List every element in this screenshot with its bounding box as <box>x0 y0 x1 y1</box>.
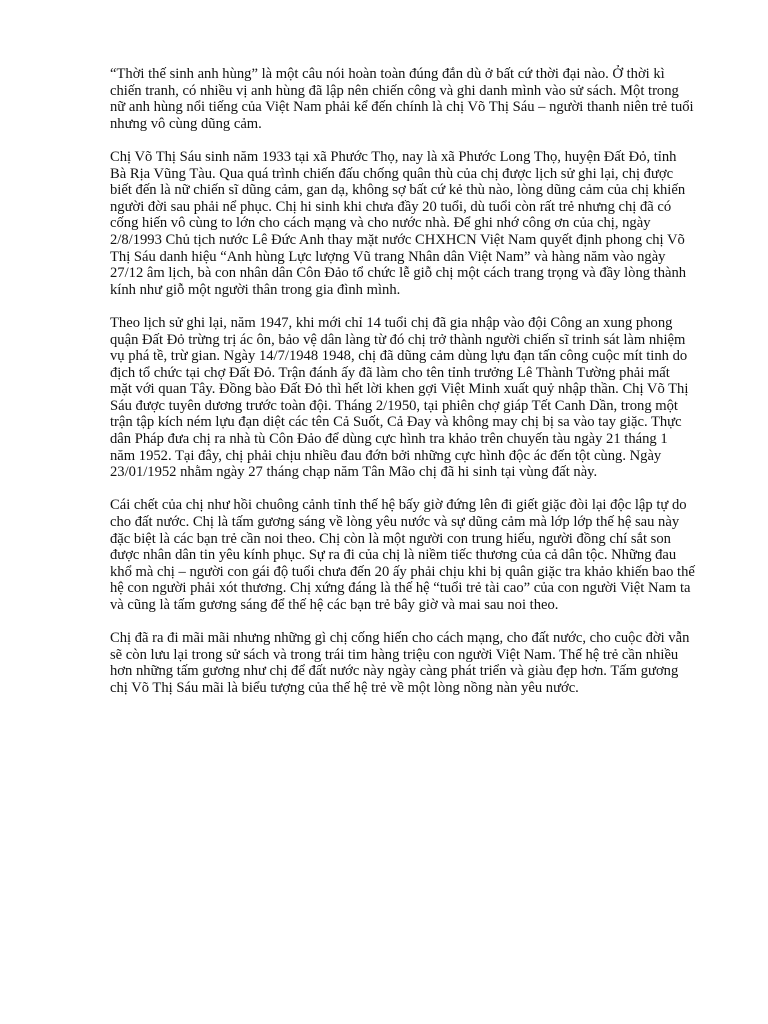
paragraph-5: Chị đã ra đi mãi mãi nhưng những gì chị cống hiến cho cách mạng, cho đất nước, cho cuộc đời vẫn sẽ còn lưu lại trong sử sách và trong trái tim hàng triệu con người Việt Nam. Thế hệ trẻ cần nhiều hơn những tấm gương như chị để đất nước này ngày càng phát triển và giàu đẹp hơn. Tấm gương chị Võ Thị Sáu mãi là biểu tượng của thế hệ trẻ về một lòng nồng nàn yêu nước. <box>110 630 690 696</box>
paragraph-2: Chị Võ Thị Sáu sinh năm 1933 tại xã Phước Thọ, nay là xã Phước Long Thọ, huyện Đất Đỏ, tỉnh Bà Rịa Vũng Tàu. Qua quá trình chiến đấu chống quân thù của chị được lịch sử ghi lại, chị được biết đến là nữ chiến sĩ dũng cảm, gan dạ, không sợ bất cứ kẻ thù nào, lòng dũng cảm của chị khiến người đời sau phải nể phục. Chị hi sinh khi chưa đầy 20 tuổi, dù tuổi còn rất trẻ nhưng chị đã có cống hiến vô cùng to lớn cho cách mạng và cho nước nhà. Để ghi nhớ công ơn của chị, ngày 2/8/1993 Chủ tịch nước Lê Đức Anh thay mặt nước CHXHCN Việt Nam quyết định phong chị Võ Thị Sáu danh hiệu “Anh hùng Lực lượng Vũ trang Nhân dân Việt Nam” và hàng năm vào ngày 27/12 âm lịch, bà con nhân dân Côn Đảo tổ chức lễ giỗ chị một cách trang trọng và đầy lòng thành kính như giỗ một người thân trong gia đình mình. <box>110 148 687 298</box>
paragraph-1: “Thời thế sinh anh hùng” là một câu nói hoàn toàn đúng đắn dù ở bất cứ thời đại nào. Ở thời kì chiến tranh, có nhiều vị anh hùng đã lập nên chiến công và ghi danh mình vào sử sách. Một trong nữ anh hùng nổi tiếng của Việt Nam phải kể đến chính là chị Võ Thị Sáu – người thanh niên trẻ tuổi nhưng vô cùng dũng cảm. <box>110 66 694 132</box>
paragraph-3: Theo lịch sử ghi lại, năm 1947, khi mới chỉ 14 tuổi chị đã gia nhập vào đội Công an xung phong quận Đất Đỏ trừng trị ác ôn, bảo vệ dân làng từ đó chị trở thành người chiến sĩ trinh sát làm nhiệm vụ phá tề, trừ gian. Ngày 14/7/1948 1948, chị đã dũng cảm dùng lựu đạn tấn công cuộc mít tinh do địch tổ chức tại chợ Đất Đỏ. Trận đánh ấy đã làm cho tên tỉnh trưởng Lê Thành Tường phải mất mặt với quan Tây. Đồng bào Đất Đỏ thì hết lời khen gợi Việt Minh xuất quỷ nhập thần. Chị Võ Thị Sáu được tuyên dương trước toàn đội. Tháng 2/1950, tại phiên chợ giáp Tết Canh Dần, trong một trận tập kích ném lựu đạn diệt các tên Cả Suốt, Cả Đay và không may chị bị sa vào tay giặc. Thực dân Pháp đưa chị ra nhà tù Côn Đảo để dùng cực hình tra khảo trên chuyến tàu ngày 21 tháng 1 năm 1952. Tại đây, chị phải chịu nhiều đau đớn bởi những cực hình độc ác đến tột cùng. Ngày 23/01/1952 nhằm ngày 27 tháng chạp năm Tân Mão chị đã hi sinh tại vùng đất này. <box>110 314 689 481</box>
paragraph-4: Cái chết của chị như hồi chuông cảnh tỉnh thế hệ bấy giờ đứng lên đi giết giặc đòi lại độc lập tự do cho đất nước. Chị là tấm gương sáng về lòng yêu nước và sự dũng cảm mà lớp lớp thế hệ sau này đặc biệt là các bạn trẻ cần noi theo. Chị còn là một người con trung hiếu, người đồng chí sắt son được nhân dân tin yêu kính phục. Sự ra đi của chị là niềm tiếc thương của cả dân tộc. Những đau khổ mà chị – người con gái độ tuổi chưa đến 20 ấy phải chịu khi bị quân giặc tra khảo khiến bao thế hệ con người phải xót thương. Chị xứng đáng là thế hệ “tuổi trẻ tài cao” của con người Việt Nam ta và cũng là tấm gương sáng để thế hệ các bạn trẻ bây giờ và mai sau noi theo. <box>110 497 695 613</box>
document-body <box>110 66 695 713</box>
